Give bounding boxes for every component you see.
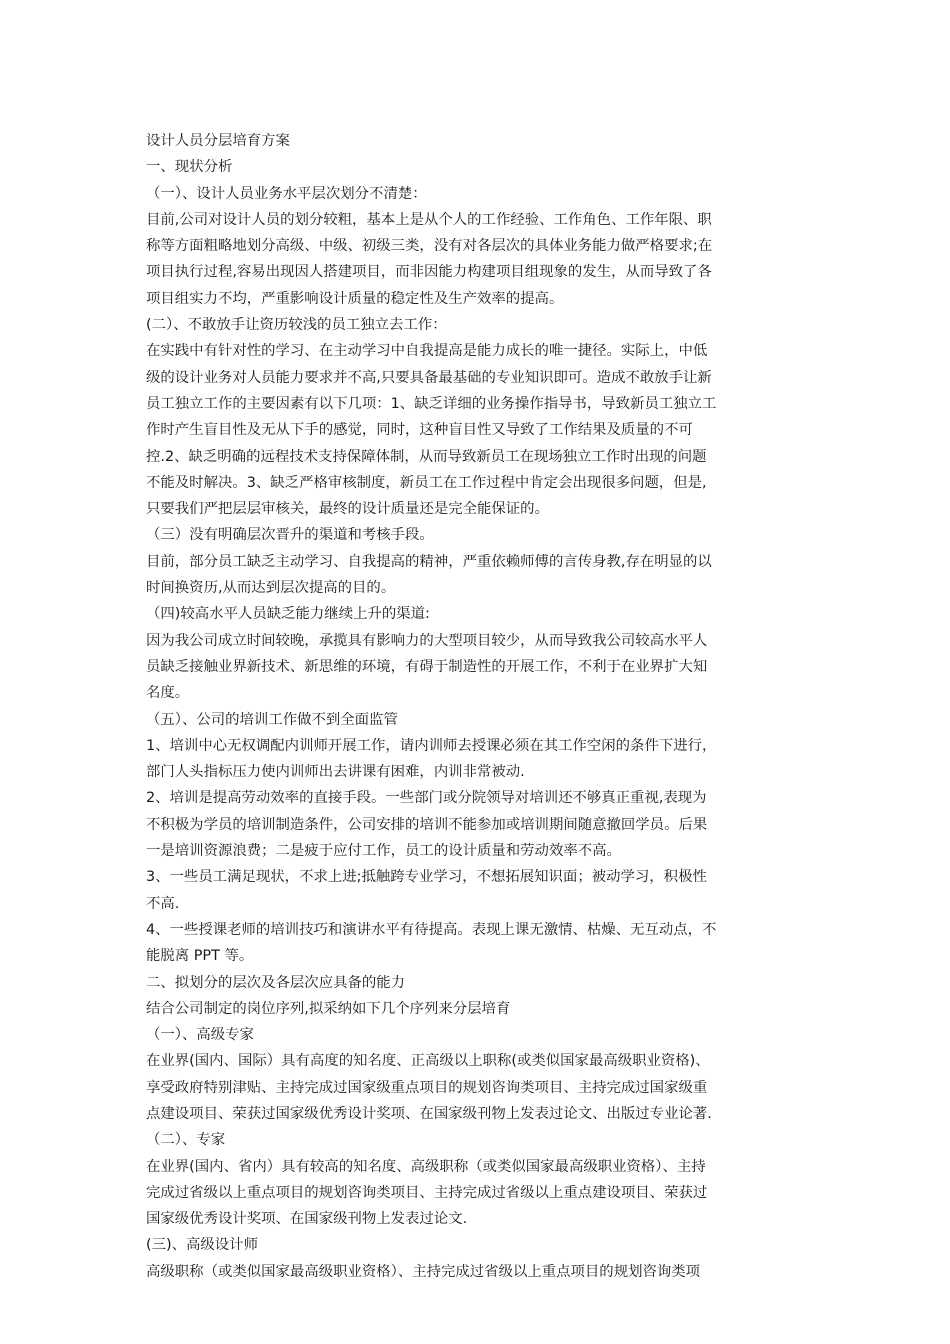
paragraph-line: 部门人头指标压力使内训师出去讲课有困难，内训非常被动. (146, 764, 525, 781)
subsection-heading: （一）、设计人员业务水平层次划分不清楚： (146, 185, 427, 202)
paragraph-line: 不能及时解决。3、缺乏严格审核制度，新员工在工作过程中肯定会出现很多问题，但是, (146, 474, 707, 491)
subsection-heading: （五）、公司的培训工作做不到全面监管 (146, 711, 398, 728)
section-heading: 二、拟划分的层次及各层次应具备的能力 (146, 974, 406, 991)
paragraph-line: 项目执行过程,容易出现因人搭建项目，而非因能力构建项目组现象的发生，从而导致了各 (146, 264, 712, 281)
paragraph-line: 因为我公司成立时间较晚，承揽具有影响力的大型项目较少，从而导致我公司较高水平人 (146, 632, 708, 649)
paragraph-line: 4、一些授课老师的培训技巧和演讲水平有待提高。表现上课无激情、枯燥、无互动点，不 (146, 921, 717, 938)
paragraph-line: 1、培训中心无权调配内训师开展工作，请内训师去授课必须在其工作空闲的条件下进行， (146, 737, 717, 754)
paragraph-line: 不积极为学员的培训制造条件，公司安排的培训不能参加或培训期间随意撤回学员。后果 (146, 816, 708, 833)
paragraph-line: 只要我们严把层层审核关，最终的设计质量还是完全能保证的。 (146, 501, 549, 518)
subsection-heading: （四)较高水平人员缺乏能力继续上升的渠道: (146, 606, 430, 623)
paragraph-line: 点建设项目、荣获过国家级优秀设计奖项、在国家级刊物上发表过论文、出版过专业论著. (146, 1105, 712, 1122)
document-body (146, 128, 812, 1285)
subsection-heading: (二）、不敢放手让资历较浅的员工独立去工作： (146, 317, 447, 334)
section-heading: 一、现状分析 (146, 159, 233, 176)
paragraph-line: 项目组实力不均，严重影响设计质量的稳定性及生产效率的提高。 (146, 290, 564, 307)
paragraph-line: 一是培训资源浪费；二是疲于应付工作，员工的设计质量和劳动效率不高。 (146, 843, 621, 860)
doc-title: 设计人员分层培育方案 (146, 133, 290, 149)
paragraph-line: 能脱离 PPT 等。 (146, 948, 254, 965)
paragraph-line: 员工独立工作的主要因素有以下几项：1、缺乏详细的业务操作指导书，导致新员工独立工 (146, 395, 717, 412)
subsection-heading: (三)、高级设计师 (146, 1237, 258, 1254)
paragraph-line: 目前，部分员工缺乏主动学习、自我提高的精神，严重依赖师傅的言传身教,存在明显的以 (146, 553, 712, 570)
paragraph-line: 高级职称（或类似国家最高级职业资格）、主持完成过省级以上重点项目的规划咨询类项 (146, 1263, 701, 1280)
paragraph-line: 在业界(国内、省内）具有较高的知名度、高级职称（或类似国家最高级职业资格）、主持 (146, 1158, 706, 1175)
paragraph-line: 在业界(国内、国际）具有高度的知名度、正高级以上职称(或类似国家最高级职业资格)、 (146, 1053, 710, 1070)
paragraph-line: 2、培训是提高劳动效率的直接手段。一些部门或分院领导对培训还不够真正重视,表现为 (146, 790, 707, 807)
subsection-heading: （二）、专家 (146, 1132, 226, 1149)
paragraph-line: 完成过省级以上重点项目的规划咨询类项目、主持完成过省级以上重点建设项目、荣获过 (146, 1184, 708, 1201)
paragraph-line: 员缺乏接触业界新技术、新思维的环境，有碍于制造性的开展工作，不利于在业界扩大知 (146, 658, 708, 675)
paragraph-line: 国家级优秀设计奖项、在国家级刊物上发表过论文. (146, 1211, 468, 1228)
paragraph-line: 级的设计业务对人员能力要求并不高,只要具备最基础的专业知识即可。造成不敢放手让新 (146, 369, 712, 386)
paragraph-line: 作时产生盲目性及无从下手的感觉，同时，这种盲目性又导致了工作结果及质量的不可 (146, 422, 693, 439)
paragraph-line: 不高. (146, 895, 180, 912)
paragraph-line: 目前,公司对设计人员的划分较粗，基本上是从个人的工作经验、工作角色、工作年限、职 (146, 211, 712, 228)
paragraph-line: 时间换资历,从而达到层次提高的目的。 (146, 580, 396, 597)
paragraph-line: 享受政府特别津贴、主持完成过国家级重点项目的规划咨询类项目、主持完成过国家级重 (146, 1079, 708, 1096)
subsection-heading: （三）没有明确层次晋升的渠道和考核手段。 (146, 527, 434, 544)
subsection-heading: （一）、高级专家 (146, 1027, 254, 1044)
paragraph-line: 称等方面粗略地划分高级、中级、初级三类，没有对各层次的具体业务能力做严格要求;在 (146, 238, 713, 255)
paragraph-line: 3、一些员工满足现状，不求上进;抵触跨专业学习，不想拓展知识面；被动学习，积极性 (146, 869, 707, 886)
paragraph-line: 名度。 (146, 685, 190, 702)
paragraph-line: 在实践中有针对性的学习、在主动学习中自我提高是能力成长的唯一捷径。实际上，中低 (146, 343, 708, 360)
paragraph-line: 结合公司制定的岗位序列,拟采纳如下几个序列来分层培育 (146, 1000, 511, 1017)
paragraph-line: 控.2、缺乏明确的远程技术支持保障体制，从而导致新员工在现场独立工作时出现的问题 (146, 448, 707, 465)
